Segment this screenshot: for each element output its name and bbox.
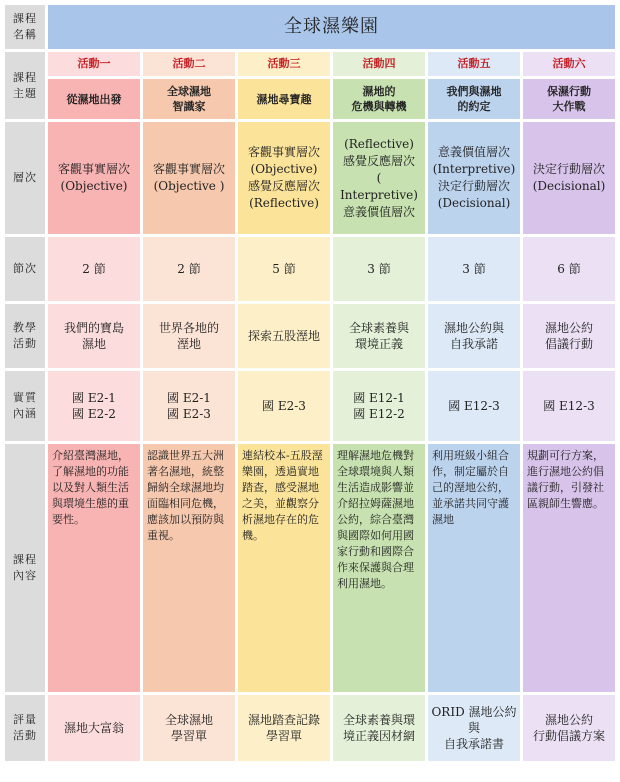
activity-5-teaching: 濕地公約與 自我承諾 xyxy=(428,304,520,368)
activity-4-assessment: 全球素養與環 境正義因材網 xyxy=(333,695,425,761)
row-core xyxy=(5,371,615,441)
activity-4-core: 國 E12-1 國 E12-2 xyxy=(333,371,425,441)
activity-2-core: 國 E2-1 國 E2-3 xyxy=(143,371,235,441)
activity-1-core: 國 E2-1 國 E2-2 xyxy=(48,371,140,441)
activity-3-content: 連結校本-五股溼樂園，透過實地踏查，感受濕地之美，並觀察分析濕地存在的危機。 xyxy=(238,444,330,692)
activity-1-layer: 客觀事實層次 (Objective) xyxy=(48,122,140,234)
course-table xyxy=(2,2,618,764)
activity-1-name: 活動一 xyxy=(48,52,140,76)
activity-6-content: 規劃可行方案，進行濕地公約倡議行動，引發社區親師生響應。 xyxy=(523,444,615,692)
label-content: 課程 內容 xyxy=(5,444,45,692)
row-activity-names xyxy=(5,52,615,76)
label-assessment: 評量 活動 xyxy=(5,695,45,761)
activity-5-assessment: ORID 濕地公約 與 自我承諾書 xyxy=(428,695,520,761)
row-activity-themes xyxy=(5,79,615,119)
activity-1-content: 介紹臺灣濕地，了解濕地的功能以及對人類生活與環境生態的重要性。 xyxy=(48,444,140,692)
row-content xyxy=(5,444,615,692)
activity-6-sessions: 6 節 xyxy=(523,237,615,301)
label-course-theme xyxy=(5,52,45,119)
activity-3-teaching: 探索五股溼地 xyxy=(238,304,330,368)
activity-2-content: 認識世界五大洲著名濕地，統整歸納全球濕地均面臨相同危機，應該加以預防與重視。 xyxy=(143,444,235,692)
activity-5-sessions: 3 節 xyxy=(428,237,520,301)
activity-2-sessions: 2 節 xyxy=(143,237,235,301)
activity-6-core: 國 E12-3 xyxy=(523,371,615,441)
activity-4-sessions: 3 節 xyxy=(333,237,425,301)
activity-1-sessions: 2 節 xyxy=(48,237,140,301)
activity-3-assessment: 濕地踏查記錄 學習單 xyxy=(238,695,330,761)
activity-4-theme: 濕地的 危機與轉機 xyxy=(333,79,425,119)
activity-4-teaching: 全球素養與 環境正義 xyxy=(333,304,425,368)
activity-6-name: 活動六 xyxy=(523,52,615,76)
activity-6-theme: 保濕行動 大作戰 xyxy=(523,79,615,119)
activity-5-layer: 意義價值層次 (Interpretive) 決定行動層次 (Decisional) xyxy=(428,122,520,234)
label-layer: 層次 xyxy=(5,122,45,234)
activity-1-teaching: 我們的寶島 濕地 xyxy=(48,304,140,368)
activity-3-core: 國 E2-3 xyxy=(238,371,330,441)
activity-5-name: 活動五 xyxy=(428,52,520,76)
activity-4-layer: (Reflective) 感覺反應層次 ( Interpretive) 意義價值層次 xyxy=(333,122,425,234)
activity-5-core: 國 E12-3 xyxy=(428,371,520,441)
activity-6-layer: 決定行動層次 (Decisional) xyxy=(523,122,615,234)
activity-5-theme: 我們與濕地 的約定 xyxy=(428,79,520,119)
activity-3-layer: 客觀事實層次 (Objective) 感覺反應層次 (Reflective) xyxy=(238,122,330,234)
course-title-text: 全球濕樂園 xyxy=(284,16,379,37)
activity-5-content: 利用班級小組合作，制定屬於自己的溼地公約，並承諾共同守護濕地 xyxy=(428,444,520,692)
row-teaching xyxy=(5,304,615,368)
course-title xyxy=(48,5,615,49)
activity-2-teaching: 世界各地的 溼地 xyxy=(143,304,235,368)
row-sessions xyxy=(5,237,615,301)
activity-3-theme: 濕地尋寶趣 xyxy=(238,79,330,119)
row-assessment xyxy=(5,695,615,761)
activity-2-theme: 全球濕地 智識家 xyxy=(143,79,235,119)
label-course-name-text: 課程 名稱 xyxy=(13,12,37,41)
activity-3-name: 活動三 xyxy=(238,52,330,76)
row-course-name xyxy=(5,5,615,49)
label-sessions: 節次 xyxy=(5,237,45,301)
label-course-theme-text: 課程 主題 xyxy=(13,70,37,100)
activity-6-teaching: 濕地公約 倡議行動 xyxy=(523,304,615,368)
label-course-name xyxy=(5,5,45,49)
label-teaching: 教學 活動 xyxy=(5,304,45,368)
activity-4-content: 理解濕地危機對全球環境與人類生活造成影響並介紹拉姆薩濕地公約，綜合臺灣與國際如何用國家行動和國際合作來保護與合理利用濕地。 xyxy=(333,444,425,692)
row-layer xyxy=(5,122,615,234)
activity-1-assessment: 濕地大富翁 xyxy=(48,695,140,761)
activity-6-assessment: 濕地公約 行動倡議方案 xyxy=(523,695,615,761)
activity-2-layer: 客觀事實層次 (Objective ) xyxy=(143,122,235,234)
activity-3-sessions: 5 節 xyxy=(238,237,330,301)
activity-1-theme: 從濕地出發 xyxy=(48,79,140,119)
activity-2-assessment: 全球濕地 學習單 xyxy=(143,695,235,761)
label-core: 實質 內涵 xyxy=(5,371,45,441)
activity-4-name: 活動四 xyxy=(333,52,425,76)
activity-2-name: 活動二 xyxy=(143,52,235,76)
